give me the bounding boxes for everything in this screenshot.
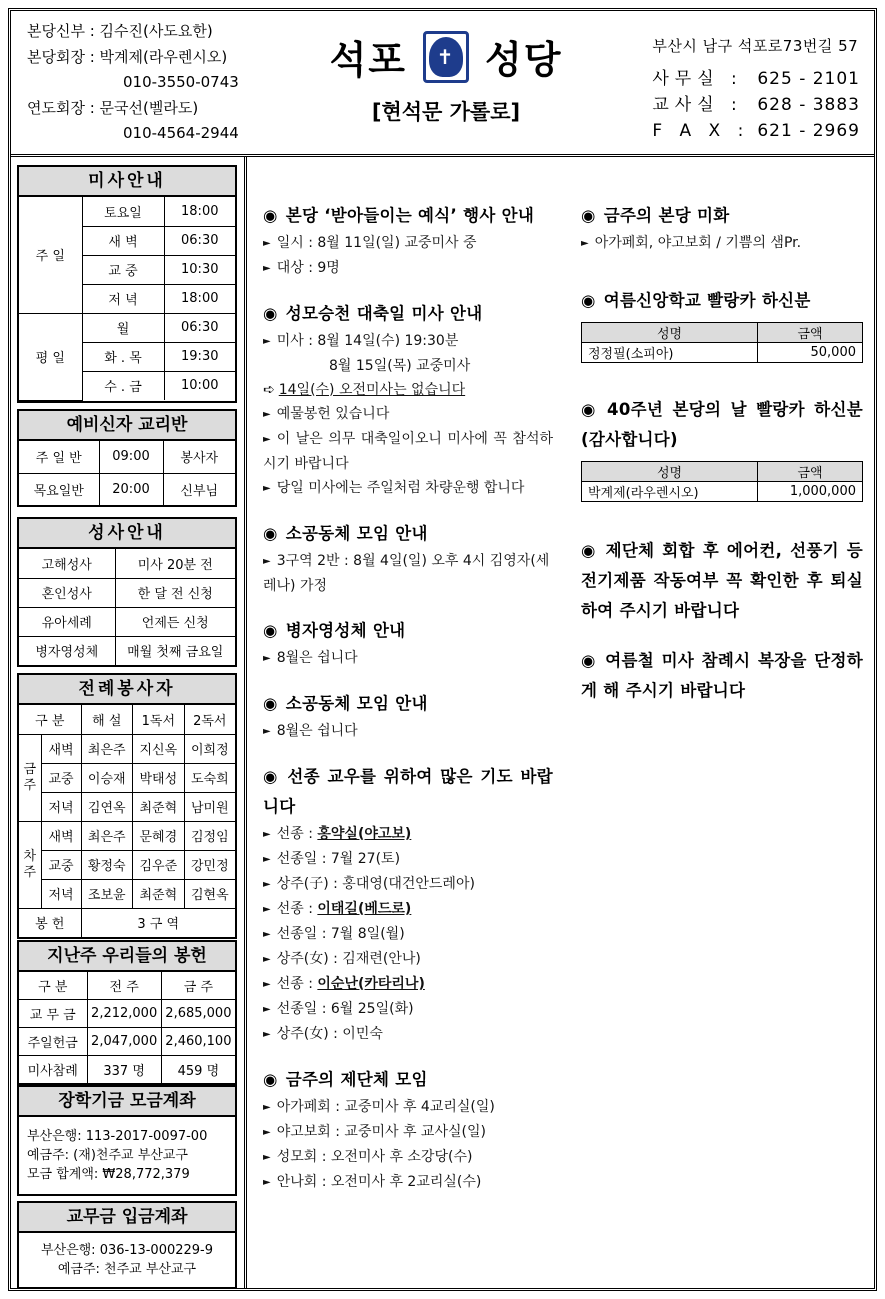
section-title: 여름신앙학교 빨랑카 하신분 (603, 291, 811, 310)
triangle-icon: ► (263, 409, 271, 420)
offering-amount: 2,047,000 (87, 1027, 161, 1055)
mass-schedule-box (17, 165, 237, 403)
account-line: 예금주: (재)천주교 부산교구 (27, 1148, 188, 1163)
donor-amount: 1,000,000 (758, 482, 863, 502)
header-cell: 성명 (582, 462, 758, 482)
mass-time: 18:00 (164, 284, 235, 313)
dues-title: 교무금 입금계좌 (19, 1203, 235, 1233)
server-name: 최은주 (81, 734, 133, 763)
sacrament-note: 한 달 전 신청 (115, 578, 235, 607)
offering-value: 3 구 역 (81, 908, 235, 937)
mass-time: 06:30 (164, 226, 235, 255)
list-item: ► 8월은 쉽니다 (263, 650, 358, 666)
mass-day: 저 녁 (82, 284, 164, 313)
list-item: ► 8월은 쉽니다 (263, 723, 358, 739)
mass-day: 화 . 목 (82, 342, 164, 371)
church-name (311, 29, 581, 84)
patron-subtitle: [현석문 가롤로] (371, 100, 521, 124)
list-item: ► 미사 : 8월 14일(수) 19:30분 (263, 333, 459, 349)
section-title: 성모승천 대축일 미사 안내 (285, 304, 483, 323)
server-name: 강민정 (184, 850, 235, 879)
deceased-prayer-notice (263, 762, 553, 1047)
section-title: 소공동체 모임 안내 (285, 694, 428, 713)
list-item: ► 상주(女) : 이민숙 (263, 1026, 383, 1042)
church-logo-icon (423, 31, 469, 83)
list-item: ► 선종 : 이순난(카타리나) (263, 976, 425, 992)
anniversary-donors (581, 395, 863, 502)
offering-amount: 2,212,000 (87, 999, 161, 1027)
small-community-notice-1 (263, 519, 553, 598)
liturgy-servers-table (19, 705, 235, 937)
mass-day: 월 (82, 313, 164, 342)
phone-fax: F A X : 621 - 2969 (652, 121, 860, 141)
small-community-notice-2 (263, 689, 553, 744)
church-title-block (311, 29, 581, 126)
class-teacher: 봉사자 (163, 441, 235, 473)
bullet-icon: ◉ (263, 694, 278, 713)
list-item: ► 일시 : 8월 11일(일) 교중미사 중 (263, 235, 477, 251)
service-slot: 새벽 (41, 821, 81, 850)
service-slot: 새벽 (41, 734, 81, 763)
triangle-icon: ► (263, 829, 271, 840)
triangle-icon: ► (263, 263, 271, 274)
header-cell: 구 분 (19, 705, 81, 734)
dues-account (19, 1233, 235, 1287)
header-cell: 금액 (758, 323, 863, 343)
offering-category: 교 무 금 (19, 999, 87, 1027)
bullet-icon: ◉ (263, 304, 278, 323)
weekday-label: 평 일 (19, 313, 82, 400)
bullet-icon: ◉ (263, 1070, 278, 1089)
sacrament-name: 병자영성체 (19, 636, 115, 665)
offering-amount: 2,685,000 (161, 999, 235, 1027)
list-item: ► 예물봉헌 있습니다 (263, 406, 390, 422)
triangle-icon: ► (263, 726, 271, 737)
triangle-icon: ► (263, 979, 271, 990)
server-name: 이승재 (81, 763, 133, 792)
mass-schedule-table (19, 197, 235, 401)
donor-table (581, 461, 863, 502)
triangle-icon: ► (263, 929, 271, 940)
catechumen-table (19, 441, 235, 505)
list-item: ► 선종일 : 7월 27(토) (263, 851, 401, 867)
triangle-icon: ► (263, 904, 271, 915)
sacrament-name: 유아세례 (19, 607, 115, 636)
sunday-label: 주 일 (19, 197, 82, 313)
section-title: 40주년 본당의 날 빨랑카 하신분(감사합니다) (581, 400, 864, 449)
server-name: 지신옥 (133, 734, 185, 763)
list-item: ► 아가페회 : 교중미사 후 4교리실(일) (263, 1099, 495, 1115)
list-item: ► 선종일 : 7월 8일(월) (263, 926, 405, 942)
service-slot: 교중 (41, 850, 81, 879)
triangle-icon: ► (263, 238, 271, 249)
main-left-column (263, 201, 553, 1213)
server-name: 조보윤 (81, 879, 133, 908)
donor-amount: 50,000 (758, 343, 863, 363)
header-cell: 2독서 (184, 705, 235, 734)
header-cell: 금 주 (161, 972, 235, 999)
summer-school-donors (581, 286, 863, 363)
triangle-icon: ► (581, 238, 589, 249)
triangle-icon: ► (263, 1177, 271, 1188)
church-name-part-2: 성당 (485, 38, 563, 82)
list-item: ► 3구역 2반 : 8월 4일(일) 오후 4시 김영자(세레나) 가정 (263, 553, 550, 594)
sacrament-name: 고해성사 (19, 549, 115, 578)
sacraments-box (17, 517, 237, 667)
bullet-icon: ◉ (581, 541, 598, 560)
donor-name: 정정필(소피아) (582, 343, 758, 363)
section-title: 선종 교우를 위하여 많은 기도 바랍니다 (263, 767, 553, 816)
offerings-box (17, 940, 237, 1085)
church-name-part-1: 석포 (329, 38, 407, 82)
welcome-ceremony-notice (263, 201, 553, 281)
triangle-icon: ► (263, 434, 271, 445)
clergy-info (27, 19, 239, 147)
main-right-column (581, 201, 863, 724)
triangle-icon: ► (263, 1152, 271, 1163)
account-line: 부산은행: 036-13-000229-9 (40, 1243, 214, 1258)
elder-phone: 010-4564-2944 (123, 124, 239, 142)
offering-category: 미사참례 (19, 1055, 87, 1083)
liturgy-servers-box (17, 673, 237, 939)
server-name: 도숙희 (184, 763, 235, 792)
sacrament-note: 언제든 신청 (115, 607, 235, 636)
assumption-mass-notice (263, 299, 553, 501)
offering-label: 봉 헌 (19, 908, 81, 937)
server-name: 김정임 (184, 821, 235, 850)
section-title: 금주의 본당 미화 (603, 206, 730, 225)
donor-name: 박계제(라우렌시오) (582, 482, 758, 502)
deceased-name: 이순난(카타리나) (317, 976, 425, 992)
triangle-icon: ► (263, 1102, 271, 1113)
electricity-reminder (581, 536, 863, 626)
bullet-icon: ◉ (263, 524, 278, 543)
next-week-label: 차주 (19, 821, 41, 908)
header-cell: 전 주 (87, 972, 161, 999)
sacraments-table (19, 549, 235, 665)
server-name: 최준혁 (133, 792, 185, 821)
header-cell: 성명 (582, 323, 758, 343)
scholarship-account (19, 1117, 235, 1194)
mass-schedule-title: 미사안내 (19, 167, 235, 197)
section-title: 병자영성체 안내 (285, 621, 406, 640)
class-time: 20:00 (99, 473, 163, 505)
service-slot: 저녁 (41, 792, 81, 821)
sacrament-note: 미사 20분 전 (115, 549, 235, 578)
mass-day: 교 중 (82, 255, 164, 284)
notice-line: ➪ 14일(수) 오전미사는 없습니다 (263, 382, 466, 398)
arrow-icon: ➪ (263, 382, 275, 398)
triangle-icon: ► (263, 336, 271, 347)
dress-code-reminder (581, 646, 863, 706)
list-item: ► 대상 : 9명 (263, 260, 340, 276)
server-name: 이희정 (184, 734, 235, 763)
server-name: 황정숙 (81, 850, 133, 879)
account-line: 예금주: 천주교 부산교구 (57, 1262, 197, 1277)
sick-communion-notice (263, 616, 553, 671)
bullet-icon: ◉ (263, 767, 280, 786)
server-name: 박태성 (133, 763, 185, 792)
mass-time: 10:30 (164, 255, 235, 284)
offering-amount: 459 명 (161, 1055, 235, 1083)
section-title: 소공동체 모임 안내 (285, 524, 428, 543)
offerings-table (19, 972, 235, 1083)
phone-teachers: 교사실 : 628 - 3883 (652, 95, 860, 115)
list-item: 8월 15일(목) 교중미사 (329, 358, 471, 374)
mass-day: 새 벽 (82, 226, 164, 255)
header-cell: 해 설 (81, 705, 133, 734)
list-item: ► 아가페회, 야고보회 / 기쁨의 샘Pr. (581, 235, 802, 251)
server-name: 남미원 (184, 792, 235, 821)
section-title: 본당 ‘받아들이는 예식’ 행사 안내 (285, 206, 535, 225)
catechumen-box (17, 409, 237, 507)
mass-time: 18:00 (164, 197, 235, 226)
this-week-label: 금주 (19, 734, 41, 821)
sacrament-name: 혼인성사 (19, 578, 115, 607)
phone-office: 사무실 : 625 - 2101 (652, 69, 860, 89)
list-item: ► 야고보회 : 교중미사 후 교사실(일) (263, 1124, 486, 1140)
group-meetings-notice (263, 1065, 553, 1195)
bulletin-header (11, 11, 874, 157)
header-cell: 구 분 (19, 972, 87, 999)
list-item: ► 선종 : 이태길(베드로) (263, 901, 412, 917)
service-slot: 교중 (41, 763, 81, 792)
server-name: 최은주 (81, 821, 133, 850)
triangle-icon: ► (263, 1004, 271, 1015)
bullet-icon: ◉ (581, 291, 596, 310)
triangle-icon: ► (263, 1029, 271, 1040)
list-item: ► 상주(女) : 김재련(안나) (263, 951, 421, 967)
list-item: ► 안나회 : 오전미사 후 2교리실(수) (263, 1174, 482, 1190)
bullet-icon: ◉ (263, 206, 278, 225)
list-item: ► 성모회 : 오전미사 후 소강당(수) (263, 1149, 473, 1165)
triangle-icon: ► (263, 483, 271, 494)
mass-time: 19:30 (164, 342, 235, 371)
triangle-icon: ► (263, 879, 271, 890)
cross-icon: ✝ (429, 37, 463, 77)
list-item: ► 선종일 : 6월 25일(화) (263, 1001, 414, 1017)
sacraments-title: 성사안내 (19, 519, 235, 549)
sacrament-note: 매월 첫째 금요일 (115, 636, 235, 665)
mass-day: 수 . 금 (82, 371, 164, 400)
church-address: 부산시 남구 석포로73번길 57 (652, 37, 859, 55)
section-title: 여름철 미사 참례시 복장을 단정하게 해 주시기 바랍니다 (581, 651, 864, 700)
list-item: ► 당일 미사에는 주일처럼 차량운행 합니다 (263, 480, 525, 496)
pastor-line: 본당신부 : 김수진(사도요한) (27, 22, 213, 40)
triangle-icon: ► (263, 954, 271, 965)
council-phone: 010-3550-0743 (123, 73, 239, 91)
elder-president-line: 연도회장 : 문국선(벨라도) (27, 98, 199, 117)
service-slot: 저녁 (41, 879, 81, 908)
bullet-icon: ◉ (581, 206, 596, 225)
server-name: 문혜경 (133, 821, 185, 850)
offering-amount: 2,460,100 (161, 1027, 235, 1055)
dues-box (17, 1201, 237, 1289)
bullet-icon: ◉ (581, 651, 598, 670)
triangle-icon: ► (263, 653, 271, 664)
list-item: ► 이 날은 의무 대축일이오니 미사에 꼭 참석하시기 바랍니다 (263, 431, 553, 472)
list-item: ► 선종 : 홍약실(야고보) (263, 826, 412, 842)
class-name: 주 일 반 (19, 441, 99, 473)
offerings-title: 지난주 우리들의 봉헌 (19, 942, 235, 972)
header-cell: 금액 (758, 462, 863, 482)
account-line: 부산은행: 113-2017-0097-00 (27, 1129, 208, 1144)
scholarship-title: 장학기금 모금계좌 (19, 1087, 235, 1117)
offering-amount: 337 명 (87, 1055, 161, 1083)
triangle-icon: ► (263, 556, 271, 567)
mass-day: 토요일 (82, 197, 164, 226)
server-name: 김우준 (133, 850, 185, 879)
bullet-icon: ◉ (581, 400, 600, 419)
server-name: 김연옥 (81, 792, 133, 821)
contact-info (652, 35, 860, 144)
triangle-icon: ► (263, 1127, 271, 1138)
section-title: 제단체 회합 후 에어컨, 선풍기 등 전기제품 작동여부 꼭 확인한 후 퇴실하여 주시기 바랍니다 (581, 541, 863, 620)
liturgy-servers-title: 전례봉사자 (19, 675, 235, 705)
catechumen-title: 예비신자 교리반 (19, 411, 235, 441)
mass-time: 06:30 (164, 313, 235, 342)
mass-time: 10:00 (164, 371, 235, 400)
account-line: 모금 합계액: ₩28,772,379 (27, 1167, 190, 1182)
server-name: 김현옥 (184, 879, 235, 908)
section-title: 금주의 제단체 모임 (285, 1070, 428, 1089)
council-president-line: 본당회장 : 박계제(라우렌시오) (27, 47, 228, 66)
class-teacher: 신부님 (163, 473, 235, 505)
donor-table (581, 322, 863, 363)
deceased-name: 이태길(베드로) (317, 901, 412, 917)
class-time: 09:00 (99, 441, 163, 473)
sidebar (11, 157, 247, 1288)
triangle-icon: ► (263, 854, 271, 865)
bullet-icon: ◉ (263, 621, 278, 640)
scholarship-box (17, 1085, 237, 1196)
bulletin-page (8, 8, 877, 1291)
header-cell: 1독서 (133, 705, 185, 734)
class-name: 목요일반 (19, 473, 99, 505)
cleaning-notice (581, 201, 863, 256)
server-name: 최준혁 (133, 879, 185, 908)
offering-category: 주일헌금 (19, 1027, 87, 1055)
list-item: ► 상주(子) : 홍대영(대건안드레아) (263, 876, 475, 892)
deceased-name: 홍약실(야고보) (317, 826, 412, 842)
